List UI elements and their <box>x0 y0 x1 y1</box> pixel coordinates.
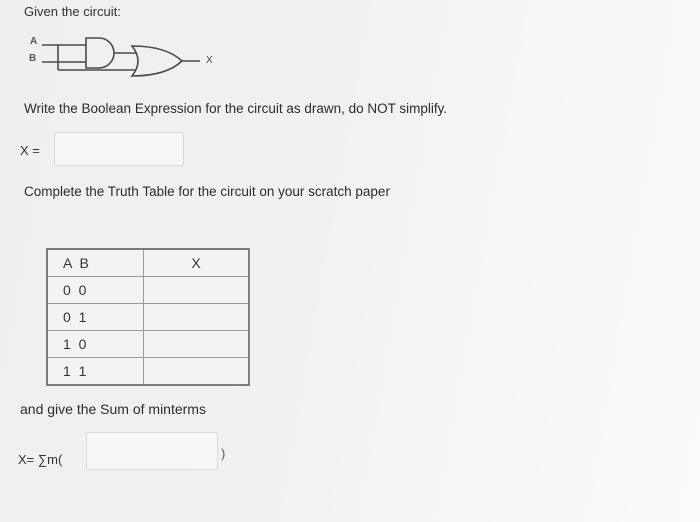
table-row <box>47 358 249 386</box>
closing-paren: ) <box>221 446 226 461</box>
minterms-prompt: and give the Sum of minterms <box>20 401 206 417</box>
cell-ab: 1 0 <box>47 331 144 358</box>
header-ab: A B <box>47 249 144 277</box>
table-row <box>47 304 249 331</box>
header-x: X <box>144 249 250 277</box>
input-label-a: A <box>30 36 38 47</box>
truth-table-prompt: Complete the Truth Table for the circuit on your scratch paper <box>24 184 390 199</box>
boolean-expression-input[interactable] <box>54 132 184 166</box>
table-row <box>47 331 249 358</box>
or-gate-icon <box>132 46 182 76</box>
table-row <box>47 277 249 304</box>
logic-circuit-diagram <box>24 34 224 84</box>
cell-ab: 0 1 <box>47 304 144 331</box>
question-title: Given the circuit: <box>24 4 121 19</box>
x-equals-label: X = <box>20 143 40 158</box>
table-header-row <box>47 249 249 277</box>
and-gate-icon <box>86 38 114 68</box>
cell-x <box>144 304 250 331</box>
cell-x <box>144 358 250 386</box>
cell-ab: 0 0 <box>47 277 144 304</box>
input-label-b: B <box>29 53 37 64</box>
cell-ab: 1 1 <box>47 358 144 386</box>
boolean-expression-prompt: Write the Boolean Expression for the circuit as drawn, do NOT simplify. <box>24 101 448 116</box>
cell-x <box>144 277 250 304</box>
minterms-input[interactable] <box>86 432 218 470</box>
output-label-x: X <box>206 55 213 66</box>
truth-table <box>46 248 250 386</box>
gate-schematic <box>24 34 214 84</box>
cell-x <box>144 331 250 358</box>
sum-of-minterms-label: X= ∑m( <box>18 452 63 467</box>
